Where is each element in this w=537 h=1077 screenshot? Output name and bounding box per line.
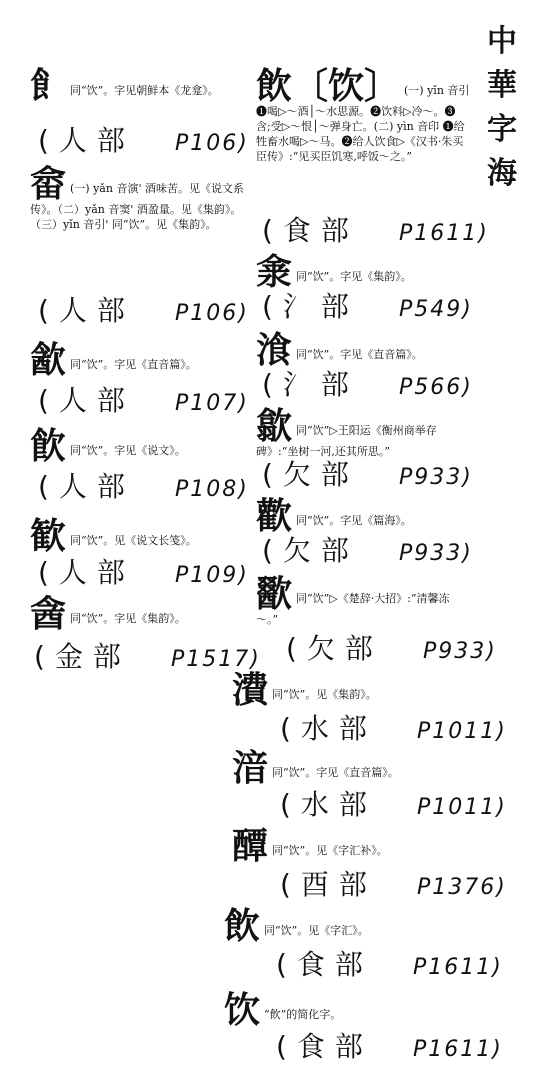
note-page-number: P1011) [416, 719, 507, 744]
note-radical: (金部 [34, 640, 131, 673]
entry-definition: 同“饮”。见《字汇补》。 [272, 844, 388, 857]
entry-head-char: 醰 [232, 825, 269, 867]
entry-definition: (一) yǎn 音演' 酒味苦。见《说文系传》。（二）yǎn 音窦' 酒盈量。见《集韵》。（三）yǐn 音引' 同“饮”。见《集韵》。 [30, 182, 244, 231]
dictionary-entry [30, 163, 245, 232]
title-char: 中 [487, 24, 517, 59]
note-page-number: P107) [174, 391, 249, 416]
note-radical: (酉部 [280, 868, 377, 901]
entry-definition: 同“饮”▷王阳运《衡州商举存碑》:“坐树一河,还其所思。” [256, 424, 437, 458]
note-page-number: P1611) [412, 955, 503, 980]
dictionary-entry [256, 329, 470, 371]
entry-definition: 同“饮”。字见《集韵》。 [296, 270, 412, 283]
handwritten-note [276, 1032, 503, 1065]
handwritten-note [280, 714, 507, 747]
note-radical: (食部 [276, 948, 373, 981]
entry-head-char: 歡 [256, 495, 293, 537]
handwritten-note [38, 558, 249, 591]
entry-definition: 同“饮”。字见《直音篇》。 [296, 348, 423, 361]
entry-head-char: 歓 [30, 515, 67, 557]
dictionary-entry [232, 669, 472, 711]
handwritten-note [262, 292, 473, 325]
handwritten-note [262, 536, 473, 569]
title-char: 字 [487, 112, 517, 147]
note-radical: (水部 [280, 788, 377, 821]
entry-head-char: 歙 [256, 405, 293, 447]
dictionary-entry [256, 405, 470, 459]
note-page-number: P933) [398, 541, 473, 566]
entry-head-char: 歠 [256, 573, 293, 615]
note-radical: (水部 [280, 712, 377, 745]
page-title [484, 20, 520, 196]
note-page-number: P933) [398, 465, 473, 490]
entry-definition: 同“饮”。字见《直音篇》。 [70, 358, 197, 371]
entry-head-char: 㵒 [232, 669, 269, 711]
handwritten-note [262, 460, 473, 493]
entry-head-char: 飲 [224, 905, 261, 947]
note-radical: (人部 [38, 556, 135, 589]
entry-head-char: 饮 [224, 989, 261, 1031]
handwritten-note [262, 370, 473, 403]
note-radical: (氵部 [262, 290, 359, 323]
entry-head-char: 飮 [30, 425, 67, 467]
handwritten-note [38, 386, 249, 419]
handwritten-note [262, 216, 489, 249]
handwritten-note [34, 642, 261, 675]
handwritten-note [280, 790, 507, 823]
entry-definition: 同“饮”。字见《篇海》。 [296, 514, 412, 527]
note-page-number: P106) [174, 301, 249, 326]
note-radical: (氵部 [262, 368, 359, 401]
handwritten-note [38, 296, 249, 329]
note-page-number: P1611) [412, 1037, 503, 1062]
entry-definition: “飲”的简化字。 [264, 1008, 342, 1021]
entry-definition: 同“饮”。见《字汇》。 [264, 924, 369, 937]
entry-definition: 同“饮”。字见朝鲜本《龙龛》。 [70, 84, 219, 97]
note-radical: (人部 [38, 294, 135, 327]
dictionary-entry [256, 65, 470, 164]
entry-head-char: 畲 [30, 163, 67, 205]
entry-definition: 同“饮”。字见《直音篇》。 [272, 766, 399, 779]
entry-definition: 同“饮”。字见《集韵》。 [70, 612, 186, 625]
entry-definition: 同“饮”。字见《说文》。 [70, 444, 186, 457]
note-page-number: P1011) [416, 795, 507, 820]
dictionary-entry [232, 825, 472, 867]
note-radical: (食部 [276, 1030, 373, 1063]
entry-head-char: 湆 [232, 747, 269, 789]
entry-definition: 同“饮”。见《集韵》。 [272, 688, 377, 701]
note-page-number: P1376) [416, 875, 507, 900]
note-page-number: P1517) [170, 647, 261, 672]
title-char: 華 [487, 68, 517, 103]
entry-definition: (一) yǐn 音引 ❶喝▷～酒│～水思源。❷饮料▷冷～。❸含;受▷～恨│～弹身亡。(二) yìn 音印 ❶给牲畜水喝▷～马。❷给人饮食▷《汉书·朱买臣传》:“见买臣饥寒,呼饭～之。” [256, 84, 470, 163]
entry-head-char: 飠 [30, 65, 67, 107]
handwritten-note [286, 634, 497, 667]
note-page-number: P106) [174, 131, 249, 156]
entry-head-char: 㱃 [30, 339, 67, 381]
note-radical: (欠部 [262, 534, 359, 567]
note-radical: (食部 [262, 214, 359, 247]
note-page-number: P566) [398, 375, 473, 400]
dictionary-entry [232, 747, 472, 789]
note-page-number: P1611) [398, 221, 489, 246]
dictionary-entry [256, 251, 470, 293]
note-radical: (人部 [38, 470, 135, 503]
handwritten-note [276, 950, 503, 983]
dictionary-entry [224, 905, 474, 947]
note-page-number: P549) [398, 297, 473, 322]
dictionary-entry [30, 425, 245, 467]
note-radical: (人部 [38, 124, 135, 157]
note-radical: (人部 [38, 384, 135, 417]
note-radical: (欠部 [286, 632, 383, 665]
dictionary-entry [224, 989, 474, 1031]
note-radical: (欠部 [262, 458, 359, 491]
handwritten-note [38, 126, 249, 159]
entry-head-char: 湌 [256, 329, 293, 371]
handwritten-note [38, 472, 249, 505]
entry-head-char: 淾 [256, 251, 293, 293]
dictionary-entry [30, 515, 245, 557]
title-char: 海 [487, 156, 517, 191]
note-page-number: P108) [174, 477, 249, 502]
dictionary-entry [256, 573, 470, 627]
entry-head-char: 飲〔饮〕 [256, 65, 401, 107]
entry-definition: 同“饮”▷《楚辞·大招》:“清馨冻～。” [256, 592, 450, 626]
dictionary-entry [256, 495, 470, 537]
note-page-number: P109) [174, 563, 249, 588]
entry-definition: 同“饮”。见《说文长笺》。 [70, 534, 197, 547]
dictionary-entry [30, 593, 245, 635]
dictionary-entry [30, 65, 245, 107]
dictionary-entry [30, 339, 245, 381]
entry-head-char: 酓 [30, 593, 67, 635]
note-page-number: P933) [422, 639, 497, 664]
handwritten-note [280, 870, 507, 903]
